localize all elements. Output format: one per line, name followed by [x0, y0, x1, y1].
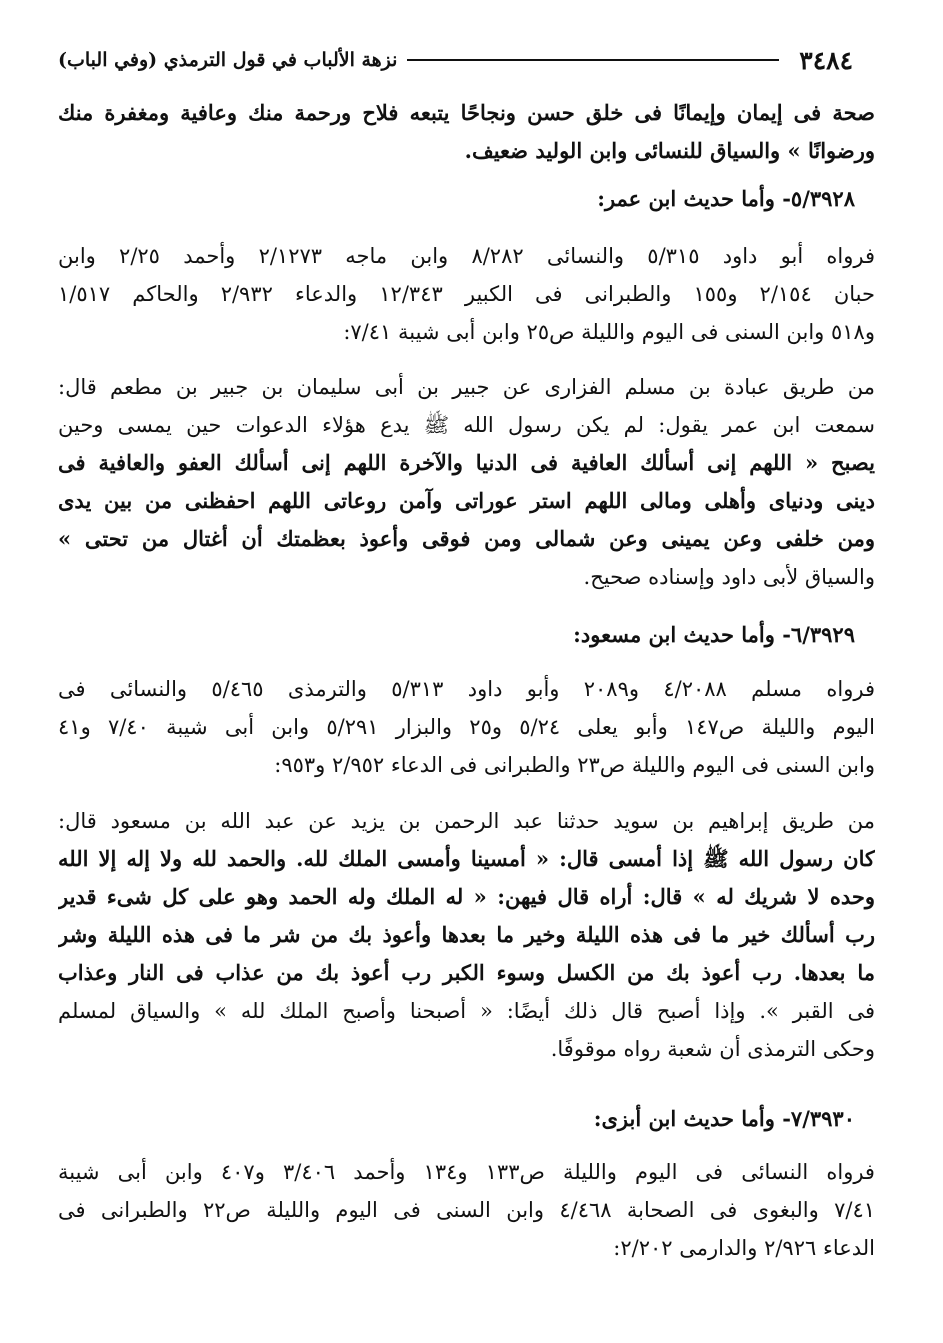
- text-line: وحده لا شريك له » قال: أراه قال فيهن: « له الملك وله الحمد وهو على كل شىء قدير: [58, 884, 875, 909]
- text-line: و٥١٨ وابن السنى فى اليوم والليلة ص٢٥ وابن أبى شيبة ٧/٤١:: [343, 320, 875, 344]
- text-line: وابن السنى فى اليوم والليلة ص٢٣ والطبرانى فى الدعاء ٢/٩٥٢ و٩٥٣:: [274, 753, 875, 777]
- hadith-paragraph: [58, 368, 875, 596]
- text-line: ما بعدها. رب أعوذ بك من الكسل وسوء الكبر رب أعوذ بك من عذاب فى النار وعذاب: [58, 960, 875, 985]
- page-number: ٣٤٨٤: [799, 45, 853, 75]
- intro-paragraph: [58, 94, 875, 170]
- text-line: صحة فى إيمان وإيمانًا فى خلق حسن ونجاحًا يتبعه فلاح ورحمة منك وعافية ومغفرة منك: [58, 100, 875, 125]
- text-line: سمعت ابن عمر يقول: لم يكن رسول الله ﷺ يدع هؤلاء الدعوات حين يمسى وحين: [58, 413, 875, 437]
- text-line: من طريق إبراهيم بن سويد حدثنا عبد الرحمن بن يزيد عن عبد الله بن مسعود قال:: [58, 809, 875, 833]
- text-line: رب أسألك خير ما فى هذه الليلة وخير ما بعدها وأعوذ بك من شر ما فى هذه الليلة وشر: [58, 922, 875, 947]
- section-heading: ٦/٣٩٢٩- وأما حديث ابن مسعود:: [573, 622, 855, 647]
- text-line: الدعاء ٢/٩٢٦ والدارمى ٢/٢٠٢:: [613, 1236, 875, 1260]
- sources-paragraph: [58, 1153, 875, 1267]
- section-heading: ٥/٣٩٢٨- وأما حديث ابن عمر:: [597, 186, 855, 211]
- sources-paragraph: [58, 670, 875, 784]
- text-line: فرواه مسلم ٤/٢٠٨٨ و٢٠٨٩ وأبو داود ٥/٣١٣ والترمذى ٥/٤٦٥ والنسائى فى: [58, 677, 875, 701]
- text-line: فرواه النسائى فى اليوم والليلة ص١٣٣ و١٣٤ وأحمد ٣/٤٠٦ و٤٠٧ وابن أبى شيبة: [58, 1160, 875, 1184]
- text-line: فرواه أبو داود ٥/٣١٥ والنسائى ٨/٢٨٢ وابن ماجه ٢/١٢٧٣ وأحمد ٢/٢٥ وابن: [58, 244, 875, 268]
- text-line: من طريق عبادة بن مسلم الفزارى عن جبير بن أبى سليمان بن جبير بن مطعم قال:: [58, 375, 875, 399]
- text-line: دينى ودنياى وأهلى ومالى اللهم استر عوراتى وآمن روعاتى اللهم احفظنى من بين يدى: [58, 488, 875, 513]
- text-line: ورضوانًا » والسياق للنسائى وابن الوليد ضعيف.: [464, 138, 875, 163]
- hadith-paragraph: [58, 802, 875, 1068]
- text-line: يصبح « اللهم إنى أسألك العافية فى الدنيا والآخرة اللهم إنى أسألك العفو والعافية فى: [58, 450, 875, 475]
- book-title: نزهة الألباب في قول الترمذي (وفي الباب): [58, 49, 398, 71]
- text-line: وحكى الترمذى أن شعبة رواه موقوفًا.: [550, 1037, 875, 1061]
- text-line: كان رسول الله ﷺ إذا أمسى قال: « أمسينا وأمسى الملك لله. والحمد لله ولا إله إلا الله: [58, 846, 875, 871]
- text-line: اليوم والليلة ص١٤٧ وأبو يعلى ٥/٢٤ و٢٥ والبزار ٥/٢٩١ وابن أبى شيبة ٧/٤٠ و٤١: [58, 715, 875, 739]
- text-line: والسياق لأبى داود وإسناده صحيح.: [583, 565, 875, 589]
- text-line: ومن خلفى وعن يمينى وعن شمالى ومن فوقى وأعوذ بعظمتك أن أغتال من تحتى »: [58, 526, 875, 551]
- header-rule: [407, 59, 779, 61]
- sources-paragraph: [58, 237, 875, 351]
- text-line: ٧/٤١ والبغوى فى الصحابة ٤/٤٦٨ وابن السنى فى اليوم والليلة ص٢٢ والطبرانى فى: [58, 1198, 875, 1222]
- section-heading: ٧/٣٩٣٠- وأما حديث ابن أبزى:: [593, 1106, 855, 1131]
- text-line: حبان ٢/١٥٤ و١٥٥ والطبرانى فى الكبير ١٢/٣٤٣ والدعاء ٢/٩٣٢ والحاكم ١/٥١٧: [58, 282, 875, 306]
- running-header: [58, 40, 853, 80]
- text-line: فى القبر ». وإذا أصبح قال ذلك أيضًا: « أصبحنا وأصبح الملك لله » والسياق لمسلم: [58, 999, 875, 1023]
